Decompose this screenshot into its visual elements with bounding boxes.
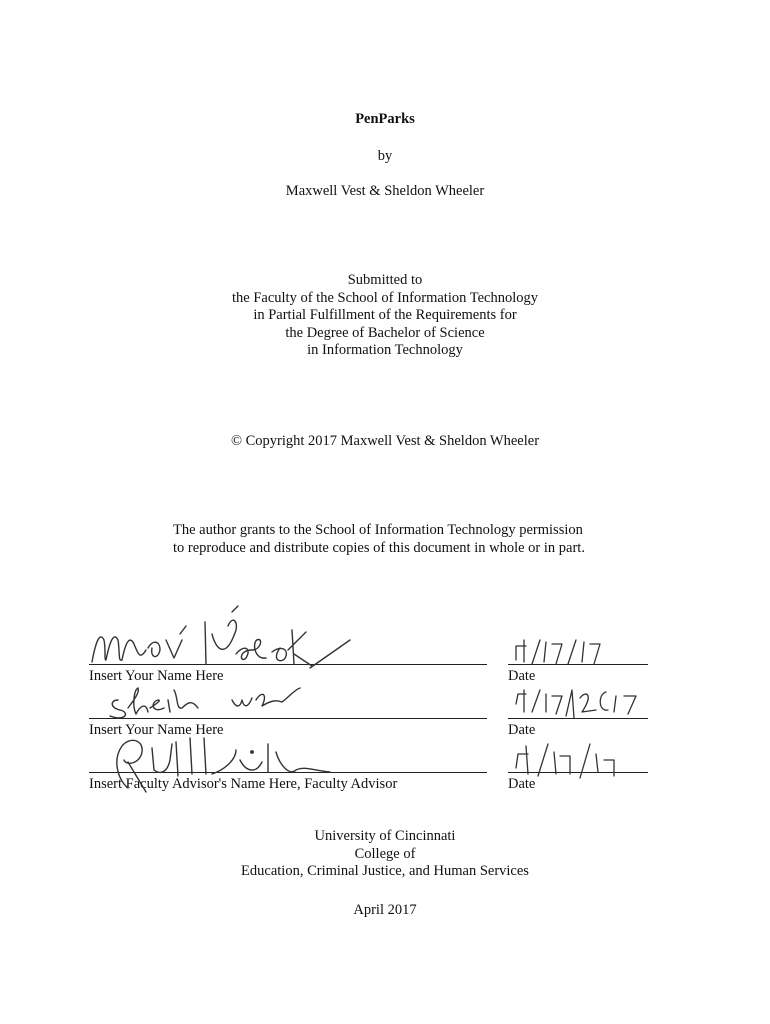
submission-date: April 2017 — [353, 902, 417, 918]
university-block — [0, 828, 770, 881]
handwritten-signature-1 — [92, 606, 312, 666]
handwritten-date-1 — [516, 640, 600, 664]
date-label: Date — [508, 668, 536, 684]
handwritten-signature-2 — [110, 688, 300, 718]
submission-line: in Partial Fulfillment of the Requirements for — [253, 307, 517, 324]
permission-line: The author grants to the School of Information Technology permission — [173, 522, 583, 538]
date-label: Date — [508, 722, 536, 738]
permission-line: to reproduce and distribute copies of this document in whole or in part. — [173, 540, 585, 556]
signature-line — [89, 772, 487, 773]
by-line: by — [377, 148, 393, 164]
permission-statement — [173, 521, 633, 557]
signature-label: Insert Faculty Advisor's Name Here, Faculty Advisor — [89, 776, 398, 792]
authors: Maxwell Vest & Sheldon Wheeler — [285, 183, 485, 199]
college-name: Education, Criminal Justice, and Human Services — [241, 863, 529, 880]
copyright-notice: © Copyright 2017 Maxwell Vest & Sheldon Wheeler — [230, 433, 540, 449]
date-line — [508, 718, 648, 719]
submission-line: the Degree of Bachelor of Science — [285, 324, 485, 341]
submission-line: in Information Technology — [307, 342, 463, 359]
signature-line — [89, 718, 487, 719]
date-line — [508, 772, 648, 773]
submission-statement — [0, 272, 770, 360]
college-line: College of — [354, 845, 416, 862]
university-name: University of Cincinnati — [314, 828, 456, 844]
submission-line: Submitted to — [347, 272, 423, 288]
signature-label: Insert Your Name Here — [89, 668, 224, 684]
date-label: Date — [508, 776, 536, 792]
handwritten-date-2 — [516, 690, 636, 718]
signature-label: Insert Your Name Here — [89, 722, 224, 738]
document-title: PenParks — [355, 111, 415, 127]
submission-line: the Faculty of the School of Information Technology — [232, 289, 538, 306]
date-line — [508, 664, 648, 665]
signature-line — [89, 664, 487, 665]
